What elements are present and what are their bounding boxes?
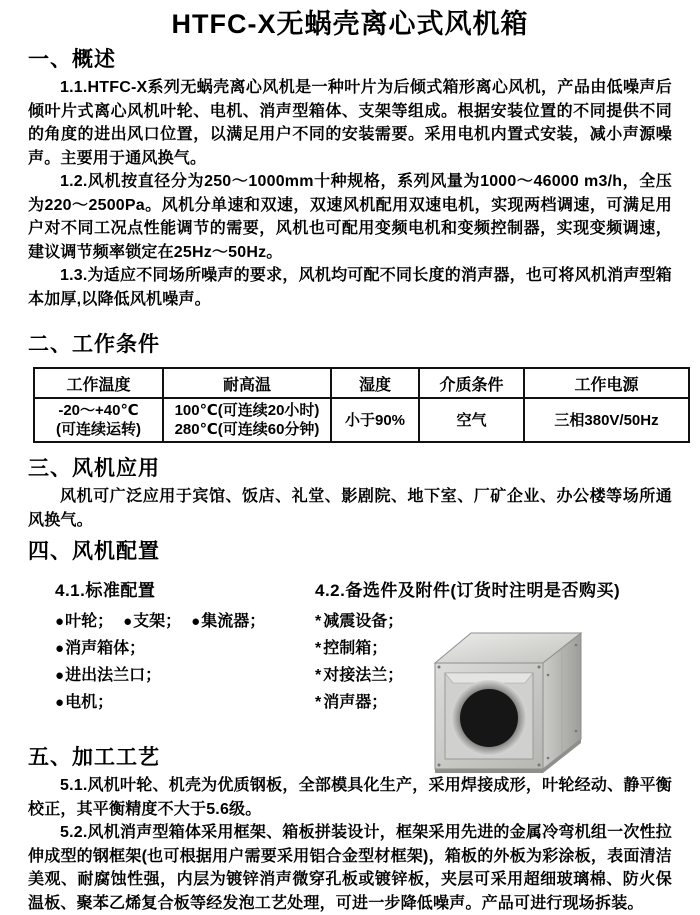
section-heading-overview: 一、概述 — [28, 48, 116, 71]
bullet-icon: ● — [123, 613, 133, 630]
bullet-icon: ● — [55, 694, 65, 711]
optional-item-label: 消声器； — [323, 694, 388, 711]
overview-paragraph-1: 1.1.HTFC-X系列无蜗壳离心风机是一种叶片为后倾式箱形离心风机，产品由低噪声后倾叶片式离心风机叶轮、电机、消声型箱体、支架等组成。根据安装位置的不同提供不同的角度的进出风口位置，以满足用户不同的安装需要。采用电机内置式安装，减小声源噪声。主要用于通风换气。 — [28, 79, 672, 167]
config-item-label: 电机； — [65, 694, 114, 711]
cell-humidity: 小于90% — [331, 398, 419, 442]
asterisk-marker: * — [315, 694, 322, 711]
config-item — [55, 613, 113, 630]
cell-heat-resistance — [163, 398, 331, 442]
header-medium-condition: 介质条件 — [419, 368, 524, 398]
heat-spec-1: 100℃(可连续20小时) — [174, 402, 320, 419]
config-item — [191, 613, 265, 630]
process-paragraph-2: 5.2.风机消声型箱体采用框架、箱板拼装设计，框架采用先进的金属冷弯机组一次性拉伸成型的钢框架(也可根据用户需要采用铝合金型材框架)，箱板的外板为彩涂板，表面清洁美观、耐腐蚀性强，内层为镀锌消声微穿孔板或镀锌板，夹层可采用超细玻璃棉、防火保温板、聚苯乙烯复合板等经发泡工艺处理，可进一步降低噪声。产品可进行现场拆装。 — [28, 824, 672, 912]
config-item-label: 叶轮； — [65, 613, 114, 630]
section-heading-process: 五、加工工艺 — [28, 746, 160, 769]
config-item-label: 集流器； — [201, 613, 266, 630]
standard-config-row — [55, 635, 305, 662]
asterisk-marker: * — [315, 613, 322, 630]
config-item-label: 消声箱体； — [65, 640, 146, 657]
config-item-label: 进出法兰口； — [65, 667, 162, 684]
standard-config-row — [55, 608, 305, 635]
bullet-icon: ● — [191, 613, 201, 630]
cell-power: 三相380V/50Hz — [524, 398, 689, 442]
overview-paragraph-3: 1.3.为适应不同场所噪声的要求，风机均可配不同长度的消声器，也可将风机消声型箱本加厚,以降低风机噪声。 — [28, 267, 672, 308]
table-header-row — [34, 368, 689, 398]
temp-note: (可连续运转) — [56, 421, 141, 438]
document-page — [0, 6, 700, 912]
header-work-temperature: 工作温度 — [34, 368, 163, 398]
cell-medium: 空气 — [419, 398, 524, 442]
header-humidity: 湿度 — [331, 368, 419, 398]
config-item-label: 支架； — [133, 613, 182, 630]
header-power-supply: 工作电源 — [524, 368, 689, 398]
optional-item-label: 控制箱； — [323, 640, 388, 657]
process-section — [0, 744, 700, 915]
table-data-row — [34, 398, 689, 442]
cell-work-temperature — [34, 398, 163, 442]
standard-config-row — [55, 662, 305, 689]
standard-config-row — [55, 689, 305, 716]
configuration-area — [0, 572, 700, 744]
header-heat-resistance: 耐高温 — [163, 368, 331, 398]
bullet-icon: ● — [55, 667, 65, 684]
optional-item-label: 对接法兰； — [323, 667, 404, 684]
section-heading-configuration: 四、风机配置 — [28, 540, 160, 563]
temp-range: -20～+40℃ — [58, 402, 139, 419]
optional-parts-heading: 4.2.备选件及附件(订货时注明是否购买) — [315, 581, 621, 600]
heat-spec-2: 280℃(可连续60分钟) — [174, 421, 320, 438]
asterisk-marker: * — [315, 640, 322, 657]
application-paragraph: 风机可广泛应用于宾馆、饭店、礼堂、影剧院、地下室、厂矿企业、办公楼等场所通风换气。 — [28, 488, 672, 529]
working-conditions-table — [33, 367, 690, 443]
bullet-icon: ● — [55, 640, 65, 657]
bullet-icon: ● — [55, 613, 65, 630]
optional-item-label: 减震设备； — [323, 613, 404, 630]
standard-config-heading: 4.1.标准配置 — [55, 581, 156, 600]
section-heading-application: 三、风机应用 — [28, 457, 160, 480]
overview-paragraph-2: 1.2.风机按直径分为250～1000mm十种规格，系列风量为1000～46000 m3/h，全压为220～2500Pa。风机分单速和双速，双速风机配用双速电机，实现两档调速，可满足用户对不同工况点性能调节的需要，风机也可配用变频电机和变频控制器，实现变频调速，建议调节频率锁定在25Hz～50Hz。 — [28, 173, 672, 261]
section-heading-working-conditions: 二、工作条件 — [28, 333, 160, 356]
config-item — [123, 613, 181, 630]
page-title: HTFC-X无蜗壳离心式风机箱 — [171, 9, 529, 39]
standard-config-column — [55, 580, 305, 716]
asterisk-marker: * — [315, 667, 322, 684]
process-paragraph-1: 5.1.风机叶轮、机壳为优质钢板，全部模具化生产，采用焊接成形，叶轮经动、静平衡校正，其平衡精度不大于5.6级。 — [28, 777, 672, 818]
